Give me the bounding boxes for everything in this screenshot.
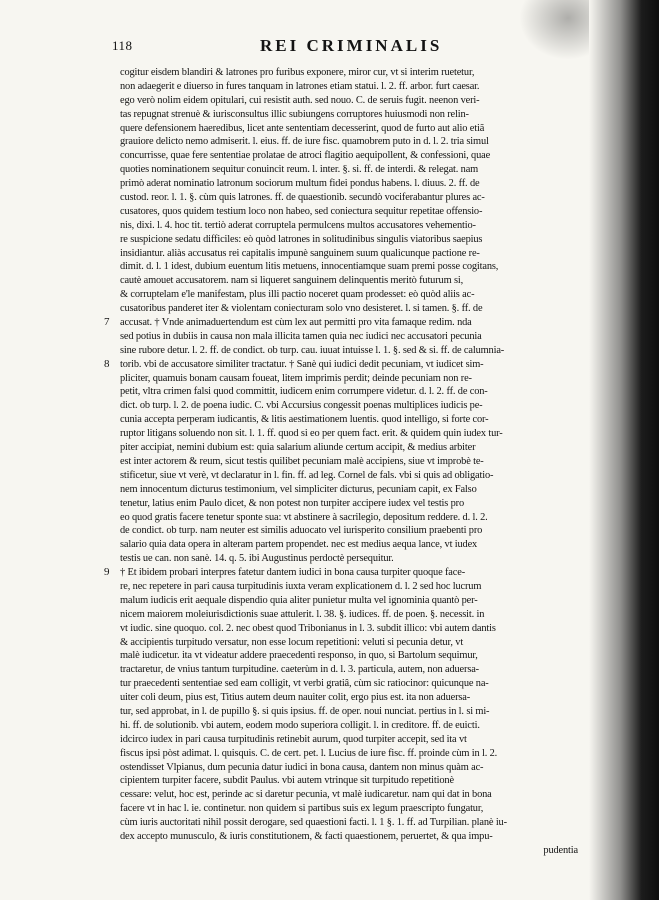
line-text: non adaegerit e diuerso in fures tanquam in latrones etiam statui. l. 2. ff. arbor. furt caesar. [120, 80, 480, 92]
text-line [120, 177, 578, 191]
text-line [120, 747, 578, 761]
line-text: accusat. † Vnde animaduertendum est cùm lex aut permitti pro vita famaque redim. nda [120, 317, 472, 329]
text-line [120, 802, 578, 816]
margin-note-number: 8 [104, 357, 110, 370]
line-text: tur praecedenti sententiae sed eam colligit, vt verbi gratiâ, cùm sic ratiocinor: quicunque na- [120, 678, 489, 690]
text-line [120, 288, 578, 302]
text-line [120, 372, 578, 386]
line-text: quere defensionem haeredibus, licet ante sententiam decesserint, quod de furto aut alio etiã [120, 122, 485, 134]
line-text: idcirco iudex in pari causa turpitudinis retinebit aurum, quod turpiter accepit, sed ita vt [120, 733, 467, 745]
line-text: ruptor litigans soluendo non sit. l. 1. ff. quod si eo per quem fact. erit. & quidem quin iudex tur- [120, 428, 503, 440]
page-header [112, 38, 582, 60]
text-line [104, 357, 578, 372]
line-text: testis ue can. non sanè. 14. q. 5. ibi Augustinus perdoctè persequitur. [120, 553, 394, 565]
text-line [120, 788, 578, 802]
line-text: nis, dixi. l. 4. hoc tit. tertiò aderat corruptela permulcens multos accusatores vehementio- [120, 219, 476, 231]
line-text: est inter actorem & reum, sicut testis quilibet pecuniam malè accipiens, siue vt improbè te- [120, 455, 484, 467]
line-text: cautè amouet accusatorem. nam si liqueret sanguinem delinquentis meritò futurum si, [120, 275, 464, 287]
line-text: dimit. d. l. 1 idest, dubium euentum litis metuens, innocentiamque suam premi posse cogitans, [120, 261, 499, 273]
line-text: eo quod gratis facere tenetur sponte sua: vt abstinere à sacrilegio, depositum reddere. d. l. 2. [120, 511, 488, 523]
line-text: cusatores, quos quidem testium loco non habeo, sed coniectura sequitur repetitae offensio- [120, 205, 483, 217]
text-line [120, 580, 578, 594]
line-text: † Et ibidem probari interpres fatetur dantem iudici in bona causa turpiter quoque face- [120, 567, 466, 579]
text-line [120, 538, 578, 552]
text-line [120, 108, 578, 122]
line-text: cessare: velut, hoc est, perinde ac si daretur pecunia, vt malè iudicaretur. nam qui dat in bona [120, 789, 492, 801]
line-text: cusatoribus panderet iter & violentam coniecturam solo vno desisteret. l. si tamen. §. ff. de [120, 303, 483, 315]
margin-note-number: 7 [104, 316, 110, 329]
line-text: vt iudic. sine quoquo. col. 2. nec obest quod Tribonianus in l. 3. subdit illico: vbi autem dantis [120, 622, 496, 634]
line-text: quoties nominationem sequitur conuincit reum. l. inter. §. si. ff. de interdi. & relegat. nam [120, 164, 479, 176]
page-number: 118 [112, 38, 133, 53]
text-line [120, 705, 578, 719]
line-text: re, nec repetere in pari causa turpitudinis iuxta veram explicationem d. l. 2 sed hoc lucrum [120, 580, 482, 592]
line-text: fiscus ipsi pòst adimat. l. quisquis. C. de cert. pet. l. Lucius de iure fisc. ff. proinde cùm in l. 2. [120, 747, 498, 759]
text-line [120, 427, 578, 441]
text-line [120, 191, 578, 205]
line-text: piter accipiat, nemini dubium est: quia salarium aliunde certum accipit, & medius arbiter [120, 442, 476, 454]
line-text: cunia accepta perperam iudicantis, & litis aestimationem luentis. quod intelligo, si forte cor- [120, 414, 489, 426]
text-line [120, 260, 578, 274]
text-line [120, 677, 578, 691]
text-line [120, 733, 578, 747]
text-line [120, 469, 578, 483]
text-line [120, 719, 578, 733]
text-line [120, 163, 578, 177]
text-line [120, 399, 578, 413]
text-line [120, 441, 578, 455]
text-line [120, 455, 578, 469]
line-text: re suspicione sedatu difficiles: eò quòd latrones in solitudinibus singulis viatoribus saepius [120, 233, 483, 245]
line-text: salario quia data opera in alteram partem propendet. nec est medius aequa lance, vt iudex [120, 539, 478, 551]
line-text: grauiore delicto nemo admiserit. l. eius. ff. de iure fisc. quamobrem puto in d. l. 2. tria simul [120, 136, 489, 148]
text-line [120, 524, 578, 538]
line-text: torib. vbi de accusatore similiter tractatur. † Sanè qui iudici dedit pecuniam, vt iudicet sim- [120, 358, 484, 370]
binding-shadow [589, 0, 659, 900]
text-line [120, 830, 578, 844]
text-line [120, 149, 578, 163]
line-text: facere vt in hac l. ie. continetur. non quidem si partibus suis ex legum praescripto fungatur, [120, 803, 484, 815]
text-line [120, 344, 578, 358]
line-text: tur, sed approbat, in l. de pupillo §. si quis ipsius. ff. de oper. noui nunciat. pertius in l. si mi- [120, 705, 490, 717]
text-line [120, 94, 578, 108]
line-text: primò aderat nominatio latronum sociorum multum fidei pondus habens. l. diuus. 2. ff. de [120, 178, 480, 190]
body-text [104, 66, 578, 858]
text-line [120, 552, 578, 566]
line-text: cùm iuris auctoritati nihil possit derogare, sed quaestioni facti. l. 1 §. 1. ff. ad Turpilian. planè iu- [120, 817, 507, 829]
line-text: & accipientis turpitudo versatur, non esse locum repetitioni: veluti si pecunia detur, vt [120, 636, 464, 648]
line-text: sine rubore detur. l. 2. ff. de condict. ob turp. cau. iuuat intuisse l. 1. §. sed & si. ff. de calumnia- [120, 344, 505, 356]
text-line [120, 247, 578, 261]
text-line [120, 636, 578, 650]
text-line [120, 413, 578, 427]
text-line [120, 330, 578, 344]
text-line [120, 233, 578, 247]
text-line [120, 135, 578, 149]
text-line [120, 122, 578, 136]
line-text: dict. ob turp. l. 2. de poena iudic. C. vbi Accursius congessit poenas multiplices iudicis pe- [120, 400, 483, 412]
line-text: tractaretur, de vnius tantum turpitudine. caeterùm in d. l. 3. particula, autem, non aduersa- [120, 664, 479, 676]
text-line [120, 302, 578, 316]
text-line [120, 205, 578, 219]
line-text: stificetur, siue vt verè, vt declaratur in l. fin. ff. ad leg. Cornel de fals. vbi si quis ad obligatio- [120, 469, 494, 481]
text-line [104, 316, 578, 330]
text-line [120, 774, 578, 788]
line-text: cipientem turpiter facere, subdit Paulus. vbi autem vtrinque sit turpitudo repetitionè [120, 775, 454, 787]
text-line [120, 691, 578, 705]
line-text: petit, vltra crimen falsi quod committit, iudicem enim corrumpere videtur. d. l. 2. ff. de con- [120, 386, 488, 398]
text-line [120, 816, 578, 830]
line-text: pliciter, quamuis bonam causam foueat, litem imprimis perdit; deinde pecuniam non re- [120, 372, 472, 384]
line-text: cogitur eisdem blandiri & latrones pro furibus exponere, miror cur, vt si interim ruetetur, [120, 67, 475, 78]
line-text: sed potius in dubiis in causa non mala illicita tamen quia nec iudici nec accusatori pecunia [120, 330, 482, 342]
text-line [120, 66, 578, 80]
text-line [120, 761, 578, 775]
line-text: tas repugnat strenuè & iurisconsultus illic subiungens corruptores huiusmodi non relin- [120, 108, 469, 120]
text-line [120, 511, 578, 525]
text-line [120, 274, 578, 288]
line-text: & corruptelam e'le manifestam, plus illi pactio noceret quam prodesset: eò quòd aliis ac- [120, 289, 475, 301]
text-line [120, 483, 578, 497]
line-text: concurrisse, quae fere sententiae prolatae de atroci flagitio aequipollent, & confessioni, quae [120, 150, 491, 162]
line-text: ostendisset Vlpianus, dum pecunia datur iudici in bona causa, dantem non minus quàm ac- [120, 761, 484, 773]
line-text: hi. ff. de solutionib. vbi autem, eodem modo superiora colligit. l. in creditore. ff. de euicti. [120, 719, 480, 731]
line-text: de condict. ob turp. nam neuter est similis aduocato vel iurisperito consilium praebenti pro [120, 525, 483, 537]
line-text: custod. reor. l. 1. §. cùm quis latrones. ff. de quaestionib. secundò vociferabantur plures ac- [120, 192, 485, 204]
text-line [120, 385, 578, 399]
text-line [120, 219, 578, 233]
text-line [120, 663, 578, 677]
line-text: nicem maiorem moleiurisdictionis suae attulerit. l. 38. §. iudices. ff. de poen. §. necessit. in [120, 608, 485, 620]
line-text: tenetur, latius enim Paulo dicet, & non potest non turpiter accipere iudex vel testis pro [120, 497, 465, 509]
text-line [104, 566, 578, 580]
line-text: malè iudicetur. ita vt videatur addere praecedenti responso, in quo, si Bartolum sequimur, [120, 650, 478, 662]
margin-note-number: 9 [104, 566, 110, 579]
line-text: dex accepto munusculo, & iuris constitutionem, & facti quaestionem, peruertet, & qua impu- [120, 830, 493, 842]
catchword: pudentia [543, 844, 578, 856]
line-text: insidiantur. aliàs accusatus rei capitalis impunè sanguinem suum qualicunque pactione re- [120, 247, 480, 259]
line-text: ego verò nolim eidem opitulari, cui resistit auth. sed nouo. C. de seruis fugit. neenon veri- [120, 94, 480, 106]
text-line [120, 608, 578, 622]
text-line [120, 80, 578, 94]
text-line [120, 594, 578, 608]
line-text: malum iudicis erit aequale dispendio quia aliter punietur multa vel ignominia quantò per- [120, 594, 478, 606]
text-line [120, 649, 578, 663]
line-text: nem innocentum dicturus testimonium, vel simpliciter dicturus, pecuniam capit, ex Falso [120, 483, 477, 495]
text-line [120, 497, 578, 511]
line-text: uiter coli deum, pius est, Titius autem deum nauiter colit, ergo pius est. ita non aduersa- [120, 692, 471, 704]
running-head: REI CRIMINALIS [260, 36, 443, 55]
text-line [120, 622, 578, 636]
